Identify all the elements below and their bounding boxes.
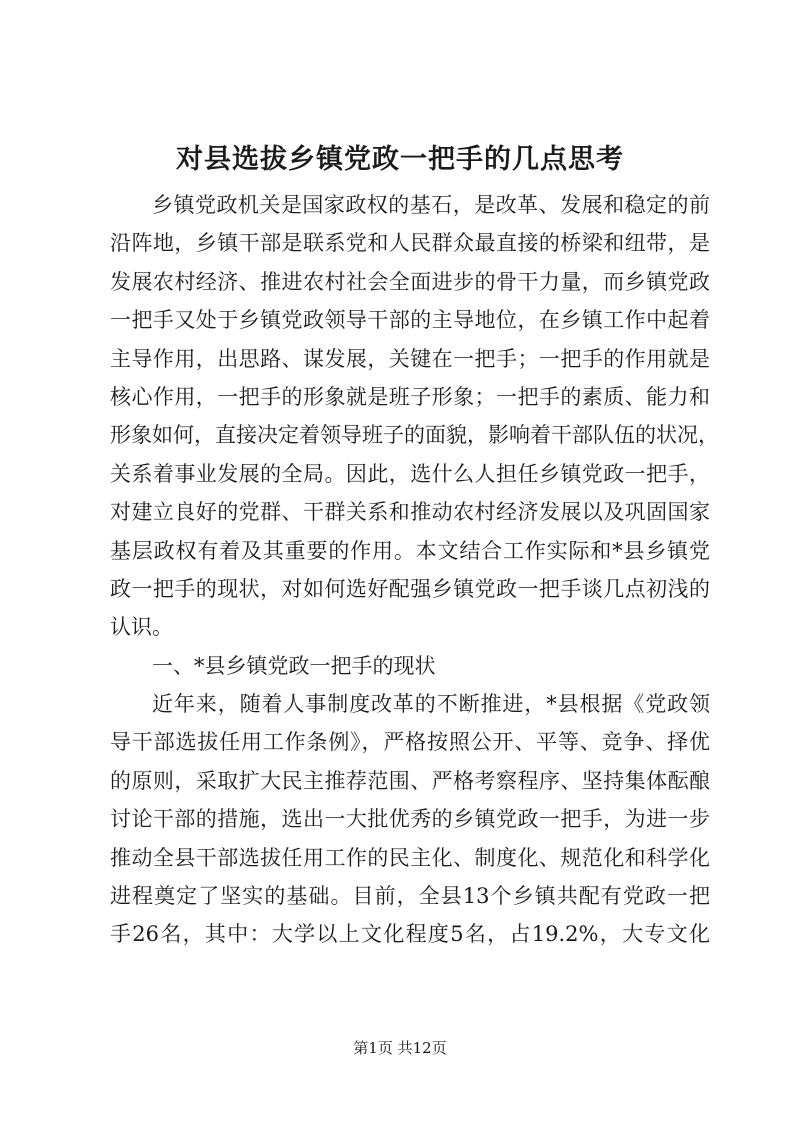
section-heading: 一、*县乡镇党政一把手的现状 [152,653,436,678]
text-line: 推动全县干部选拔任用工作的民主化、制度化、规范化和科学化 [110,845,710,870]
text-line: 进程奠定了坚实的基础。目前，全县13个乡镇共配有党政一把 [110,884,710,909]
text-line: 形象如何，直接决定着领导班子的面貌，影响着干部队伍的状况， [110,423,719,448]
document-title: 对县选拔乡镇党政一把手的几点思考 [176,144,624,175]
text-line: 乡镇党政机关是国家政权的基石，是改革、发展和稳定的前 [152,193,710,217]
text-line: 核心作用，一把手的形象就是班子形象；一把手的素质、能力和 [110,384,710,409]
text-line: 对建立良好的党群、干群关系和推动农村经济发展以及巩固国家 [110,500,710,525]
document-body [110,186,719,954]
text-line: 政一把手的现状，对如何选好配强乡镇党政一把手谈几点初浅的 [110,576,710,601]
text-line: 发展农村经济、推进农村社会全面进步的骨干力量，而乡镇党政 [110,269,710,294]
text-line: 讨论干部的措施，选出一大批优秀的乡镇党政一把手，为进一步 [110,807,710,832]
text-line: 近年来，随着人事制度改革的不断推进，*县根据《党政领 [152,692,710,717]
text-line: 关系着事业发展的全局。因此，选什么人担任乡镇党政一把手， [110,461,710,486]
text-line: 主导作用，出思路、谋发展，关键在一把手；一把手的作用就是 [110,346,710,371]
text-line: 基层政权有着及其重要的作用。本文结合工作实际和*县乡镇党 [110,538,710,563]
text-line: 导干部选拔任用工作条例》，严格按照公开、平等、竞争、择优 [110,730,710,755]
text-line: 一把手又处于乡镇党政领导干部的主导地位，在乡镇工作中起着 [110,308,710,333]
page-number-footer: 第1页 共12页 [353,1039,447,1057]
text-line: 认识。 [110,615,173,640]
text-line: 沿阵地，乡镇干部是联系党和人民群众最直接的桥梁和纽带，是 [110,231,710,256]
text-line: 的原则，采取扩大民主推荐范围、严格考察程序、坚持集体酝酿 [110,768,710,793]
text-line: 手26名，其中：大学以上文化程度5名，占19.2%，大专文化 [110,922,710,947]
